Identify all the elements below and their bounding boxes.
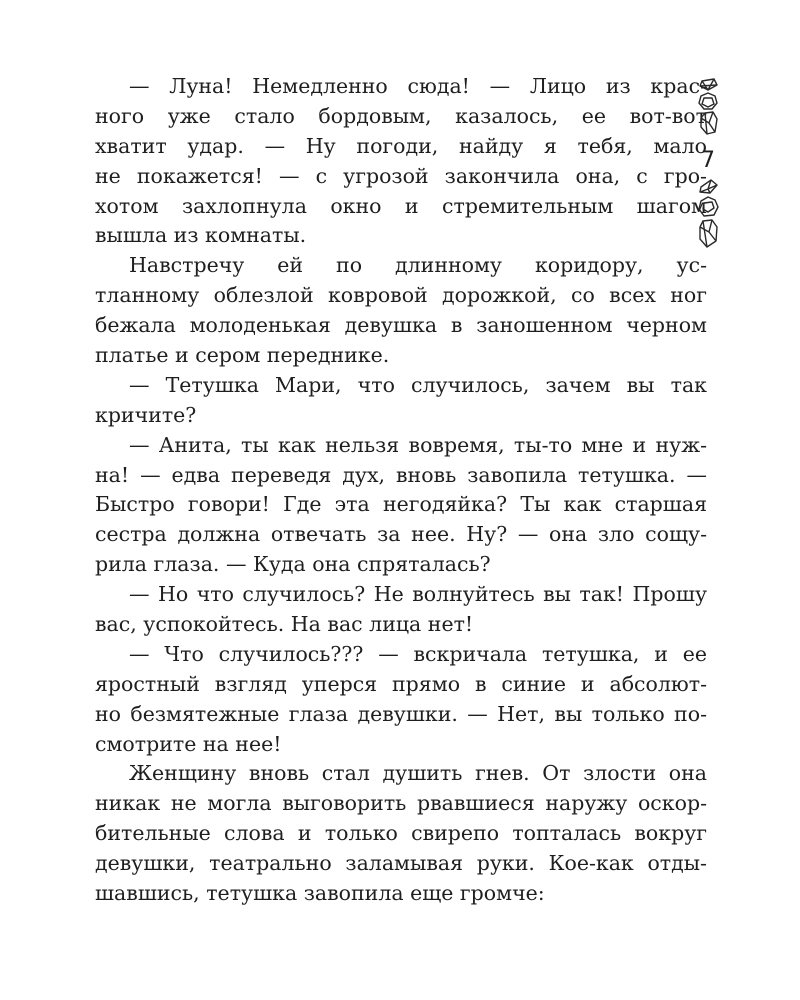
page-number: 7 xyxy=(701,148,715,173)
gems-icon xyxy=(696,177,720,252)
text-line: не покажется! — с угрозой закончила она, с гро- xyxy=(95,163,707,188)
paragraph xyxy=(95,640,707,760)
gem-stack-bottom xyxy=(696,177,720,252)
text-line: сестра должна отвечать за нее. Ну? — она зло сощу- xyxy=(95,522,707,547)
text-line: Навстречу ей по длинному коридору, ус- xyxy=(129,253,707,278)
text-line: смотрите на нее! xyxy=(95,731,282,756)
text-line: девушки, театрально заламывая руки. Кое-как отды- xyxy=(95,851,707,876)
text-line: но безмятежные глаза девушки. — Нет, вы только по- xyxy=(95,701,707,726)
text-line: бительные слова и только свирепо топталась вокруг xyxy=(95,821,707,846)
text-line: рила глаза. — Куда она спряталась? xyxy=(95,552,491,577)
paragraph xyxy=(95,431,707,580)
text-line: никак не могла выговорить рвавшиеся наружу оскор- xyxy=(95,791,707,816)
text-line: хотом захлопнула окно и стремительным шагом xyxy=(95,193,707,218)
text-line: хватит удар. — Ну погоди, найду я тебя, мало xyxy=(95,133,707,158)
text-line: — Анита, ты как нельзя вовремя, ты-то мне и нуж- xyxy=(129,432,707,457)
text-line: бежала молоденькая девушка в заношенном черном xyxy=(95,313,707,338)
text-line: платье и сером переднике. xyxy=(95,343,390,368)
gems-icon xyxy=(696,77,720,137)
text-line: — Но что случилось? Не волнуйтесь вы так! Прошу xyxy=(129,582,707,607)
text-line: Быстро говори! Где эта негодяйка? Ты как старшая xyxy=(95,492,707,517)
text-line: вышла из комнаты. xyxy=(95,223,307,248)
text-line: — Что случилось??? — вскричала тетушка, и ее xyxy=(129,641,707,666)
paragraph xyxy=(95,759,707,908)
text-line: кричите? xyxy=(95,402,197,427)
margin-ornament xyxy=(691,77,725,257)
text-line: вас, успокойтесь. На вас лица нет! xyxy=(95,612,474,637)
text-line: Женщину вновь стал душить гнев. От злости она xyxy=(129,761,707,786)
text-line: ного уже стало бордовым, казалось, ее вот-вот xyxy=(95,103,707,128)
text-line: тланному облезлой ковровой дорожкой, со всех ног xyxy=(95,283,707,308)
text-line: на! — едва переведя дух, вновь завопила тетушка. — xyxy=(95,462,707,487)
text-line: — Луна! Немедленно сюда! — Лицо из крас- xyxy=(129,74,707,98)
text-line: шавшись, тетушка завопила еще громче: xyxy=(95,881,545,906)
paragraph xyxy=(95,251,707,371)
body-text xyxy=(95,72,707,909)
paragraph xyxy=(95,72,707,251)
paragraph xyxy=(95,371,707,431)
text-line: яростный взгляд уперся прямо в синие и абсолют- xyxy=(95,671,707,696)
text-line: — Тетушка Мари, что случилось, зачем вы так xyxy=(129,372,707,397)
gem-stack-top xyxy=(696,77,720,137)
paragraph xyxy=(95,580,707,640)
